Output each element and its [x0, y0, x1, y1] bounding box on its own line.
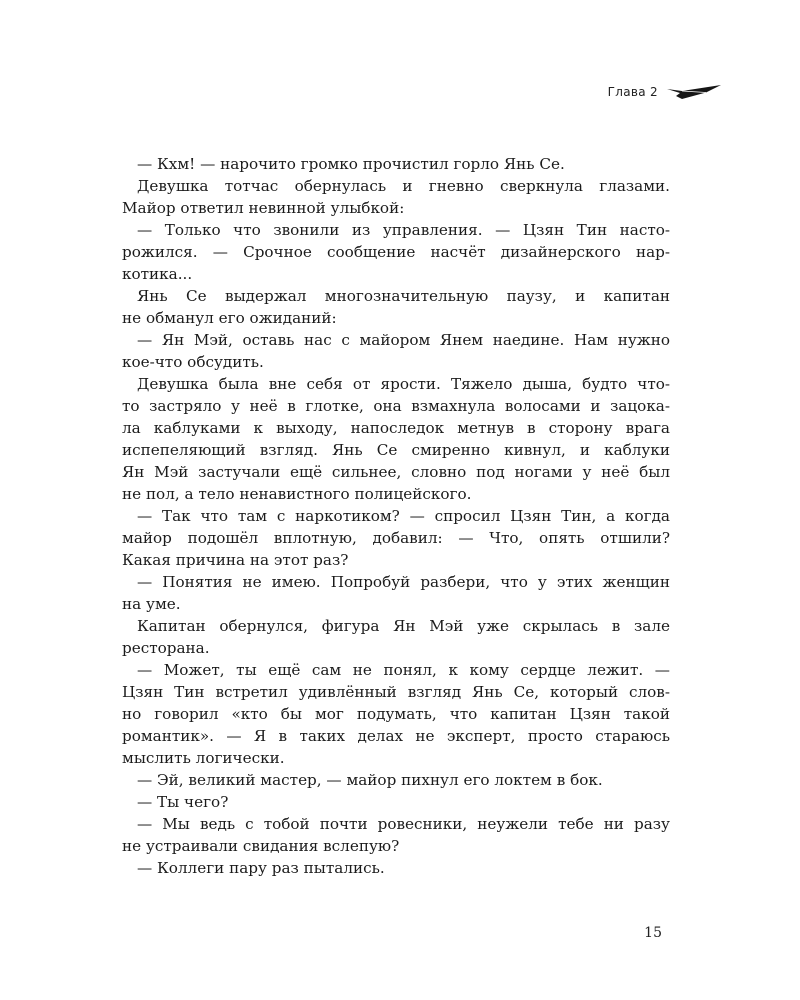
text-line: — Ты чего? [137, 793, 229, 811]
text-line: на уме. [122, 595, 181, 613]
text-line: не устраивали свидания вслепую? [122, 837, 400, 855]
body-text [122, 153, 670, 879]
chapter-label: Глава 2 [607, 85, 658, 99]
text-line: Девушка была вне себя от ярости. Тяжело дыша, будто что- [137, 375, 670, 393]
dart-ornament-icon [666, 84, 722, 100]
text-line: не пол, а тело ненавистного полицейского. [122, 485, 472, 503]
text-line: не обманул его ожиданий: [122, 309, 337, 327]
running-head [608, 84, 722, 100]
text-line: — Кхм! — нарочито громко прочистил горло Янь Се. [137, 155, 565, 173]
text-line: Ян Мэй застучали ещё сильнее, словно под ногами у неё был [122, 463, 670, 481]
text-line: майор подошёл вплотную, добавил: — Что, опять отшили? [122, 529, 670, 547]
text-line: Янь Се выдержал многозначительную паузу, и капитан [137, 287, 670, 305]
text-line: но говорил «кто бы мог подумать, что капитан Цзян такой [122, 705, 670, 723]
text-line: — Может, ты ещё сам не понял, к кому сердце лежит. — [137, 661, 670, 679]
text-line: ресторана. [122, 639, 210, 657]
text-line: кое-что обсудить. [122, 353, 264, 371]
text-line: рожился. — Срочное сообщение насчёт дизайнерского нар- [122, 243, 670, 261]
text-line: Какая причина на этот раз? [122, 551, 349, 569]
text-line: романтик». — Я в таких делах не эксперт, просто стараюсь [122, 727, 670, 745]
text-line: Капитан обернулся, фигура Ян Мэй уже скрылась в зале [137, 617, 670, 635]
text-line: — Ян Мэй, оставь нас с майором Янем наедине. Нам нужно [137, 331, 670, 349]
text-line: — Коллеги пару раз пытались. [137, 859, 385, 877]
text-line: то застряло у неё в глотке, она взмахнула волосами и зацока- [122, 397, 670, 415]
text-line: — Так что там с наркотиком? — спросил Цзян Тин, а когда [137, 507, 670, 525]
text-line: — Эй, великий мастер, — майор пихнул его локтем в бок. [137, 771, 603, 789]
text-line: Майор ответил невинной улыбкой: [122, 199, 405, 217]
text-line: — Мы ведь с тобой почти ровесники, неужели тебе ни разу [137, 815, 670, 833]
text-line: котика... [122, 265, 193, 283]
text-line: мыслить логически. [122, 749, 285, 767]
page-number: 15 [644, 925, 662, 941]
text-line: — Понятия не имею. Попробуй разбери, что у этих женщин [137, 573, 670, 591]
text-line: Девушка тотчас обернулась и гневно сверкнула глазами. [137, 177, 670, 195]
text-line: — Только что звонили из управления. — Цзян Тин насто- [137, 221, 670, 239]
text-line: испепеляющий взгляд. Янь Се смиренно кивнул, и каблуки [122, 441, 670, 459]
text-line: Цзян Тин встретил удивлённый взгляд Янь Се, который слов- [122, 683, 670, 701]
text-line: ла каблуками к выходу, напоследок метнув в сторону врага [122, 419, 670, 437]
